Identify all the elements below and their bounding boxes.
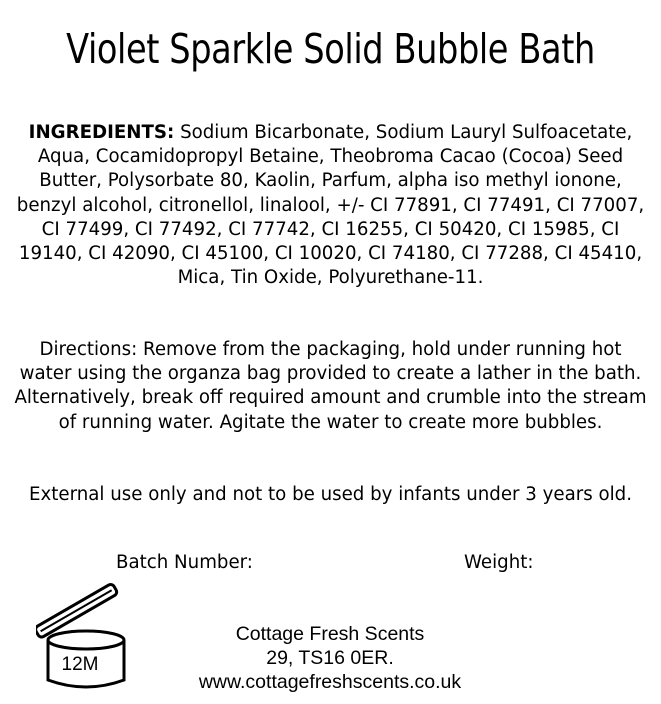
ingredients-heading: INGREDIENTS: [28, 122, 175, 143]
usage-warning: External use only and not to be used by infants under 3 years old. [29, 484, 632, 505]
company-website[interactable]: www.cottagefreshscents.co.uk [198, 671, 462, 693]
batch-number-label: Batch Number: [116, 552, 253, 573]
weight-label: Weight: [464, 552, 534, 573]
product-title: Violet Sparkle Solid Bubble Bath [66, 25, 595, 73]
ingredients-text: Sodium Bicarbonate, Sodium Lauryl Sulfoacetate, Aqua, Cocamidopropyl Betaine, Theobroma Cacao (Cocoa) Seed Butter, Polysorbate 80, Kaolin, Parfum, alpha iso methyl ionone, benzyl alcohol, citronellol, linalool, +/- CI 77891, CI 77491, CI 77007, CI 77499, CI 77492, CI 77742, CI 16255, CI 50420, CI 15985, CI 19140, CI 42090, CI 45100, CI 10020, CI 74180, CI 77288, CI 45410, Mica, Tin Oxide, Polyurethane-11. [16, 122, 645, 289]
ingredients-block [14, 121, 647, 290]
company-address: 29, TS16 0ER. [266, 647, 394, 669]
directions-text: Directions: Remove from the packaging, hold under running hot water using the organza bag provided to create a lather in the bath. Alternatively, break off required amount and crumble into the stream of running water. Agitate the water to create more bubbles. [14, 339, 647, 433]
pao-label: 12M [61, 654, 99, 675]
company-name: Cottage Fresh Scents [235, 623, 425, 645]
